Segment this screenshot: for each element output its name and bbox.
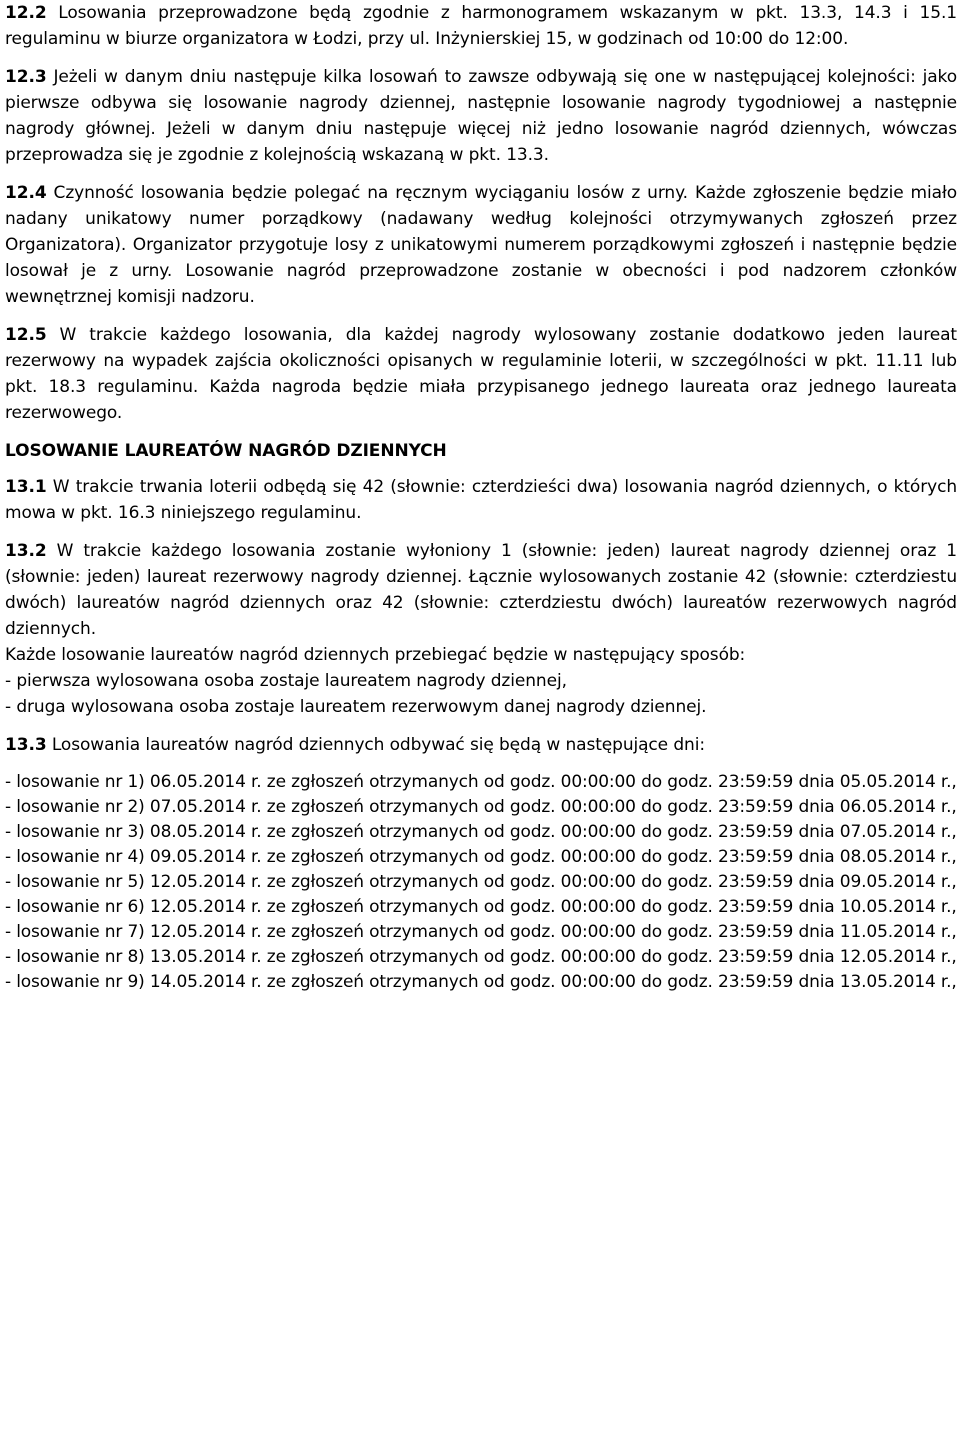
draw-item: - losowanie nr 6) 12.05.2014 r. ze zgłoszeń otrzymanych od godz. 00:00:00 do godz. 23:59:59 dnia 10.05.2014 r., xyxy=(5,897,957,917)
paragraph-13-2 xyxy=(5,538,957,642)
paragraph-12-4 xyxy=(5,180,957,310)
draw-item: - losowanie nr 4) 09.05.2014 r. ze zgłoszeń otrzymanych od godz. 00:00:00 do godz. 23:59:59 dnia 08.05.2014 r., xyxy=(5,847,957,867)
paragraph-number: 13.1 xyxy=(5,477,47,497)
document-page xyxy=(5,0,957,995)
paragraph-text: W trakcie trwania loterii odbędą się 42 (słownie: czterdzieści dwa) losowania nagród dziennych, o których mowa w pkt. 16.3 niniejszego regulaminu. xyxy=(5,477,957,523)
paragraph-12-5 xyxy=(5,322,957,426)
draw-item: - losowanie nr 9) 14.05.2014 r. ze zgłoszeń otrzymanych od godz. 00:00:00 do godz. 23:59:59 dnia 13.05.2014 r., xyxy=(5,972,957,992)
draw-item: - losowanie nr 2) 07.05.2014 r. ze zgłoszeń otrzymanych od godz. 00:00:00 do godz. 23:59:59 dnia 06.05.2014 r., xyxy=(5,797,957,817)
paragraph-text: Czynność losowania będzie polegać na ręcznym wyciąganiu losów z urny. Każde zgłoszenie będzie miało nadany unikatowy numer porządkowy (nadawany według kolejności otrzymywanych zgłoszeń przez Organizatora). Organizator przygotuje losy z unikatowymi numerem porządkowymi zgłoszeń i następnie będzie losował je z urny. Losowanie nagród przeprowadzone zostanie w obecności i pod nadzorem członków wewnętrznej komisji nadzoru. xyxy=(5,183,957,307)
paragraph-text: Losowania laureatów nagród dziennych odbywać się będą w następujące dni: xyxy=(46,735,705,755)
section-heading: LOSOWANIE LAUREATÓW NAGRÓD DZIENNYCH xyxy=(5,441,447,461)
procedure-step-1: - pierwsza wylosowana osoba zostaje laureatem nagrody dziennej, xyxy=(5,671,567,691)
paragraph-number: 13.2 xyxy=(5,541,47,561)
paragraph-text: W trakcie każdego losowania zostanie wyłoniony 1 (słownie: jeden) laureat nagrody dziennej oraz 1 (słownie: jeden) laureat rezerwowy nagrody dziennej. Łącznie wylosowanych zostanie 42 (słownie: czterdziestu dwóch) laureatów nagród dziennych oraz 42 (słownie: czterdziestu dwóch) laureatów rezerwowych nagród dziennych. xyxy=(5,541,957,639)
procedure-step-2: - druga wylosowana osoba zostaje laureatem rezerwowym danej nagrody dziennej. xyxy=(5,697,707,717)
paragraph-number: 13.3 xyxy=(5,735,47,755)
paragraph-text: W trakcie każdego losowania, dla każdej nagrody wylosowany zostanie dodatkowo jeden laureat rezerwowy na wypadek zajścia okoliczności opisanych w regulaminie loterii, w szczególności w pkt. 11.11 lub pkt. 18.3 regulaminu. Każda nagroda będzie miała przypisanego jednego laureata oraz jednego laureata rezerwowego. xyxy=(5,325,957,423)
paragraph-text: Jeżeli w danym dniu następuje kilka losowań to zawsze odbywają się one w następującej kolejności: jako pierwsze odbywa się losowanie nagrody dziennej, następnie losowanie nagrody tygodniowej a następnie nagrody głównej. Jeżeli w danym dniu następuje więcej niż jedno losowanie nagród dziennych, wówczas przeprowadza się je zgodnie z kolejnością wskazaną w pkt. 13.3. xyxy=(5,67,957,165)
paragraph-13-3 xyxy=(5,732,957,758)
paragraph-number: 12.2 xyxy=(5,3,47,23)
procedure-intro: Każde losowanie laureatów nagród dziennych przebiegać będzie w następujący sposób: xyxy=(5,645,746,665)
paragraph-text: Losowania przeprowadzone będą zgodnie z harmonogramem wskazanym w pkt. 13.3, 14.3 i 15.1 regulaminu w biurze organizatora w Łodzi, przy ul. Inżynierskiej 15, w godzinach od 10:00 do 12:00. xyxy=(5,3,957,49)
paragraph-number: 12.5 xyxy=(5,325,47,345)
paragraph-13-1 xyxy=(5,474,957,526)
draw-item: - losowanie nr 5) 12.05.2014 r. ze zgłoszeń otrzymanych od godz. 00:00:00 do godz. 23:59:59 dnia 09.05.2014 r., xyxy=(5,872,957,892)
draw-item: - losowanie nr 3) 08.05.2014 r. ze zgłoszeń otrzymanych od godz. 00:00:00 do godz. 23:59:59 dnia 07.05.2014 r., xyxy=(5,822,957,842)
draw-schedule-list xyxy=(5,770,957,995)
draw-item: - losowanie nr 8) 13.05.2014 r. ze zgłoszeń otrzymanych od godz. 00:00:00 do godz. 23:59:59 dnia 12.05.2014 r., xyxy=(5,947,957,967)
draw-item: - losowanie nr 7) 12.05.2014 r. ze zgłoszeń otrzymanych od godz. 00:00:00 do godz. 23:59:59 dnia 11.05.2014 r., xyxy=(5,922,957,942)
paragraph-number: 12.4 xyxy=(5,183,47,203)
paragraph-12-3 xyxy=(5,64,957,168)
paragraph-number: 12.3 xyxy=(5,67,47,87)
draw-item: - losowanie nr 1) 06.05.2014 r. ze zgłoszeń otrzymanych od godz. 00:00:00 do godz. 23:59:59 dnia 05.05.2014 r., xyxy=(5,772,957,792)
paragraph-12-2 xyxy=(5,0,957,52)
